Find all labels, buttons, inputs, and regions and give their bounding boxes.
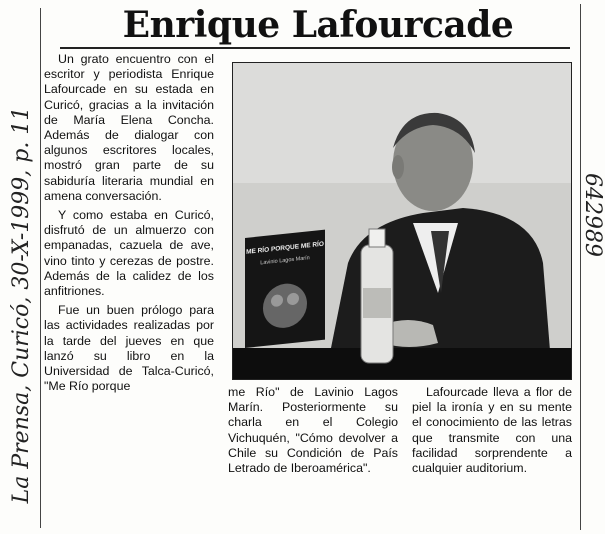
water-bottle — [361, 229, 393, 363]
handwritten-catalog-number: 642989 — [580, 173, 605, 257]
handwritten-source-note: La Prensa, Curicó, 30-X-1999, p. 11 — [9, 106, 34, 504]
paragraph-3: Fue un buen prólogo para las actividades realizadas por la tarde del jueves en que lanzó su libro en la Universidad de Talca-Curicó, "Me Río porque — [44, 303, 214, 394]
right-clipping-edge — [580, 4, 581, 530]
article-photo — [232, 62, 572, 380]
headline-rule — [60, 47, 570, 49]
article-column-3 — [412, 385, 572, 525]
table-edge — [233, 348, 571, 379]
headline: Enrique Lafourcade — [122, 4, 514, 46]
book-title: ME RÍO PORQUE ME RÍO — [246, 240, 324, 256]
article-column-2 — [228, 385, 398, 525]
paragraph-2: Y como estaba en Curicó, disfrutó de un almuerzo con empanadas, cazuela de ave, vino tinto y cerezas de postre. Además de la calidez de los anfitriones. — [44, 208, 214, 299]
left-clipping-edge — [40, 8, 41, 528]
book-author: Lavinio Lagos Marín — [260, 255, 310, 267]
paragraph-1: Un grato encuentro con el escritor y periodista Enrique Lafourcade en su estada en Curicó, gracias a la invitación de María Elena Concha. Además de dialogar con algunos escritores locales, mostró gran parte de su sabiduría literaria mundial en amena conversación. — [44, 52, 214, 203]
article-column-1 — [44, 52, 214, 528]
paragraph-5: Lafourcade lleva a flor de piel la ironía y en su mente el conocimiento de las letras que transmite con una facilidad sorprendente a cualquier auditorium. — [412, 385, 572, 476]
book-cover — [245, 230, 325, 348]
paragraph-4: me Río" de Lavinio Lagos Marín. Posteriormente su charla en el Colegio Vichuquén, "Cómo devolver a Chile su Condición de País Letrado de Iberoamérica". — [228, 385, 398, 476]
